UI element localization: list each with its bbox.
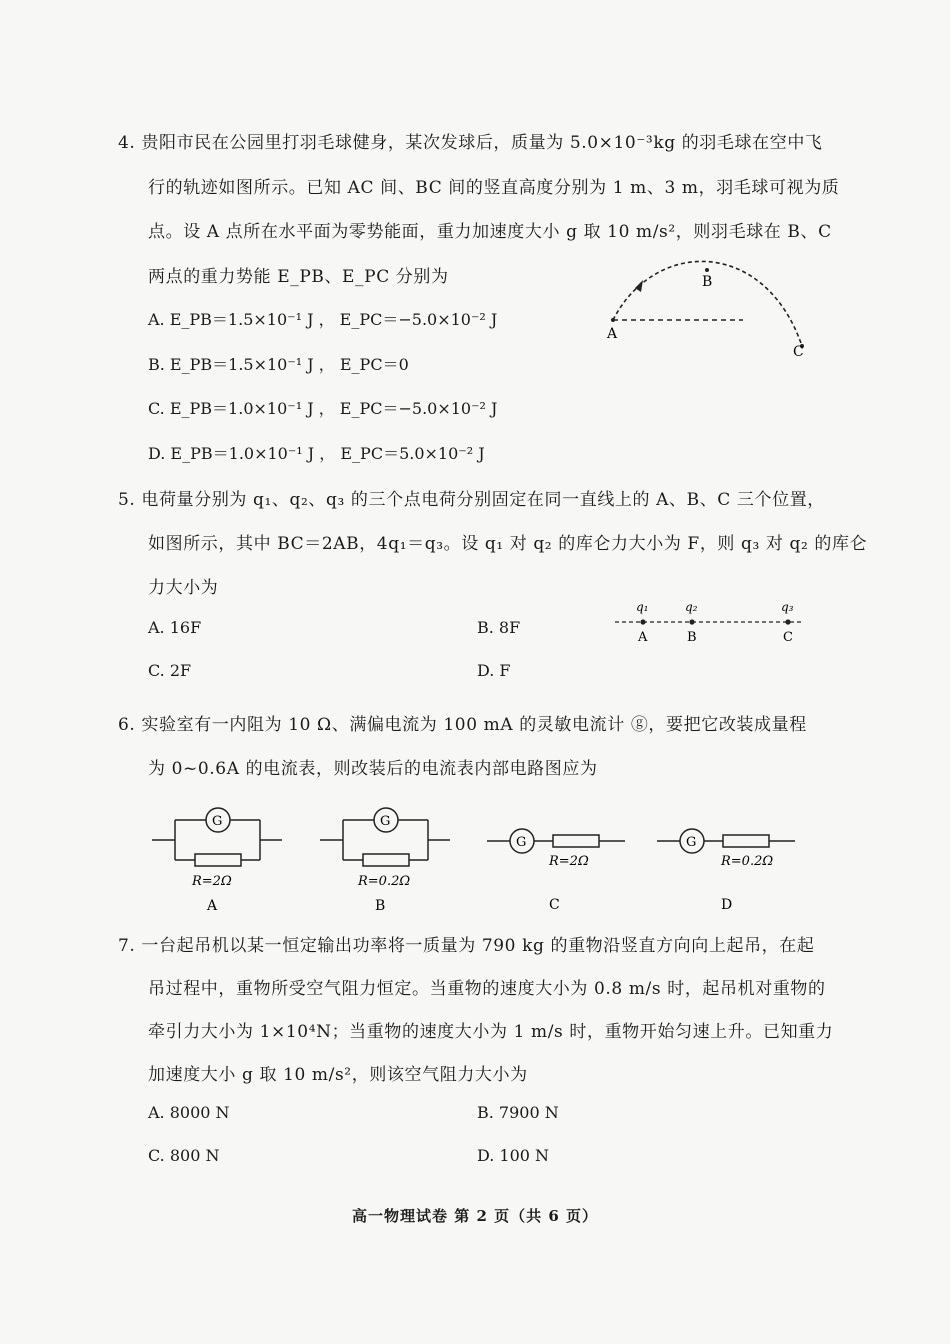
q1-label: q₁ — [636, 600, 649, 614]
resistor-value: R=0.2Ω — [358, 874, 411, 889]
q4-line-2: 行的轨迹如图所示。已知 AC 间、BC 间的竖直高度分别为 1 m、3 m，羽毛球可视为质 — [148, 178, 840, 198]
q7-option-c: C. 800 N — [148, 1146, 220, 1165]
circuit-d — [655, 805, 805, 915]
q5-option-b: B. 8F — [477, 618, 521, 637]
q2-label: q₂ — [685, 600, 698, 614]
circuit-b — [318, 805, 453, 915]
q7-option-d: D. 100 N — [477, 1146, 550, 1165]
q5-line-3: 力大小为 — [148, 578, 219, 598]
q5-option-c: C. 2F — [148, 661, 192, 680]
galvanometer-label: G — [516, 835, 527, 850]
circuit-label: A — [207, 898, 218, 914]
c-label: C — [783, 630, 793, 645]
q4-option-c: C. E_PB＝1.0×10⁻¹ J ， E_PC＝−5.0×10⁻² J — [148, 399, 498, 418]
resistor-icon — [363, 854, 409, 866]
charges-figure — [610, 598, 810, 648]
resistor-icon — [723, 835, 769, 847]
point-b-label: B — [702, 274, 713, 290]
q7-line-4: 加速度大小 g 取 10 m/s²，则该空气阻力大小为 — [148, 1065, 528, 1085]
q6-line-2: 为 0~0.6A 的电流表，则改装后的电流表内部电路图应为 — [148, 759, 598, 779]
q7-line-3: 牵引力大小为 1×10⁴N；当重物的速度大小为 1 m/s 时，重物开始匀速上升。已知重力 — [148, 1022, 834, 1042]
b-label: B — [687, 630, 697, 645]
q4-line-1: 4. 贵阳市民在公园里打羽毛球健身，某次发球后，质量为 5.0×10⁻³kg 的羽毛球在空中飞 — [118, 133, 823, 153]
q6-line-1: 6. 实验室有一内阻为 10 Ω、满偏电流为 100 mA 的灵敏电流计 ⓖ，要把它改装成量程 — [118, 715, 807, 735]
trajectory-figure — [595, 258, 825, 368]
q5-option-d: D. F — [477, 661, 511, 680]
a-label: A — [638, 630, 648, 645]
galvanometer-label: G — [686, 835, 697, 850]
q4-line-3: 点。设 A 点所在水平面为零势能面，重力加速度大小 g 取 10 m/s²，则羽毛球在 B、C — [148, 222, 832, 242]
q5-line-1: 5. 电荷量分别为 q₁、q₂、q₃ 的三个点电荷分别固定在同一直线上的 A、B、C 三个位置， — [118, 490, 825, 510]
q4-line-4: 两点的重力势能 E_PB、E_PC 分别为 — [148, 267, 449, 287]
circuit-a — [150, 805, 285, 915]
circuit-label: B — [375, 898, 386, 914]
resistor-value: R=0.2Ω — [721, 854, 774, 869]
resistor-value: R=2Ω — [549, 854, 589, 869]
circuit-label: D — [721, 897, 733, 913]
circuit-label: C — [549, 897, 560, 913]
q5-line-2: 如图所示，其中 BC＝2AB，4q₁＝q₃。设 q₁ 对 q₂ 的库仑力大小为 F，则 q₃ 对 q₂ 的库仑 — [148, 534, 868, 554]
resistor-value: R=2Ω — [192, 874, 232, 889]
q7-option-a: A. 8000 N — [148, 1103, 230, 1122]
q7-line-2: 吊过程中，重物所受空气阻力恒定。当重物的速度大小为 0.8 m/s 时，起吊机对重物的 — [148, 979, 826, 999]
circuit-c — [485, 805, 635, 915]
point-a-label: A — [607, 326, 618, 342]
q4-option-a: A. E_PB＝1.5×10⁻¹ J ， E_PC＝−5.0×10⁻² J — [148, 310, 498, 329]
q4-option-d: D. E_PB＝1.0×10⁻¹ J ， E_PC＝5.0×10⁻² J — [148, 444, 485, 463]
galvanometer-label: G — [212, 814, 223, 829]
q7-line-1: 7. 一台起吊机以某一恒定输出功率将一质量为 790 kg 的重物沿竖直方向向上起吊，在起 — [118, 936, 815, 956]
point-c-label: C — [793, 344, 804, 360]
page-footer: 高一物理试卷 第 2 页（共 6 页） — [352, 1207, 598, 1225]
galvanometer-label: G — [380, 814, 391, 829]
resistor-icon — [553, 835, 599, 847]
q3-label: q₃ — [781, 600, 794, 614]
resistor-icon — [195, 854, 241, 866]
q4-option-b: B. E_PB＝1.5×10⁻¹ J ， E_PC＝0 — [148, 355, 409, 374]
q5-option-a: A. 16F — [148, 618, 202, 637]
q7-option-b: B. 7900 N — [477, 1103, 559, 1122]
